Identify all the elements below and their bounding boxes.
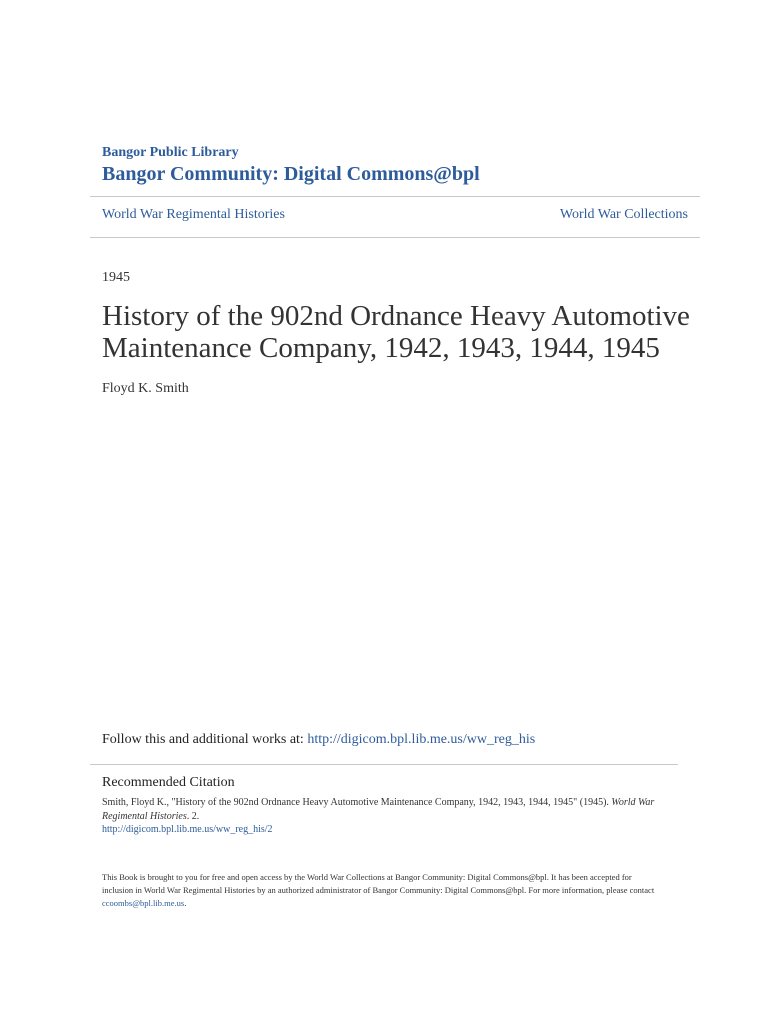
publication-year: 1945 (102, 270, 130, 285)
contact-email-link[interactable]: ccoombs@bpl.lib.me.us (102, 898, 185, 908)
divider-top (90, 196, 700, 197)
citation-number: . 2. (186, 811, 200, 822)
divider-nav (90, 237, 700, 238)
nav-link-regimental-histories[interactable]: World War Regimental Histories (102, 207, 285, 222)
citation-series: World War Regimental Histories (102, 797, 655, 822)
citation-text (102, 796, 672, 824)
nav-link-collections[interactable]: World War Collections (559, 207, 688, 222)
citation-plain: Smith, Floyd K., "History of the 902nd Ordnance Heavy Automotive Maintenance Company, 1942, 1943, 1944, 1945" (1945). (102, 797, 612, 808)
repository-header (102, 144, 480, 186)
document-title: History of the 902nd Ordnance Heavy Automotive Maintenance Company, 1942, 1943, 1944, 1945 (102, 300, 690, 364)
follow-url-link[interactable]: http://digicom.bpl.lib.me.us/ww_reg_his (307, 732, 536, 747)
library-name-link[interactable]: Bangor Public Library (102, 145, 239, 160)
site-name-link[interactable]: Bangor Community: Digital Commons@bpl (102, 163, 480, 185)
access-notice-end: . (184, 898, 187, 908)
follow-label: Follow this and additional works at: (102, 732, 308, 747)
follow-line (102, 732, 535, 748)
citation-heading: Recommended Citation (102, 775, 235, 790)
document-author: Floyd K. Smith (102, 381, 189, 396)
citation-url-link[interactable]: http://digicom.bpl.lib.me.us/ww_reg_his/2 (102, 824, 273, 835)
access-notice-text: This Book is brought to you for free and open access by the World War Collections at Bangor Community: Digital Commons@bpl. It has been accepted for inclusion in World War Regimental Histories by an authorized administrator of Bangor Community: Digital Commons@bpl. For more information, please contact (102, 872, 655, 895)
divider-citation (90, 764, 678, 765)
access-notice (102, 871, 662, 910)
